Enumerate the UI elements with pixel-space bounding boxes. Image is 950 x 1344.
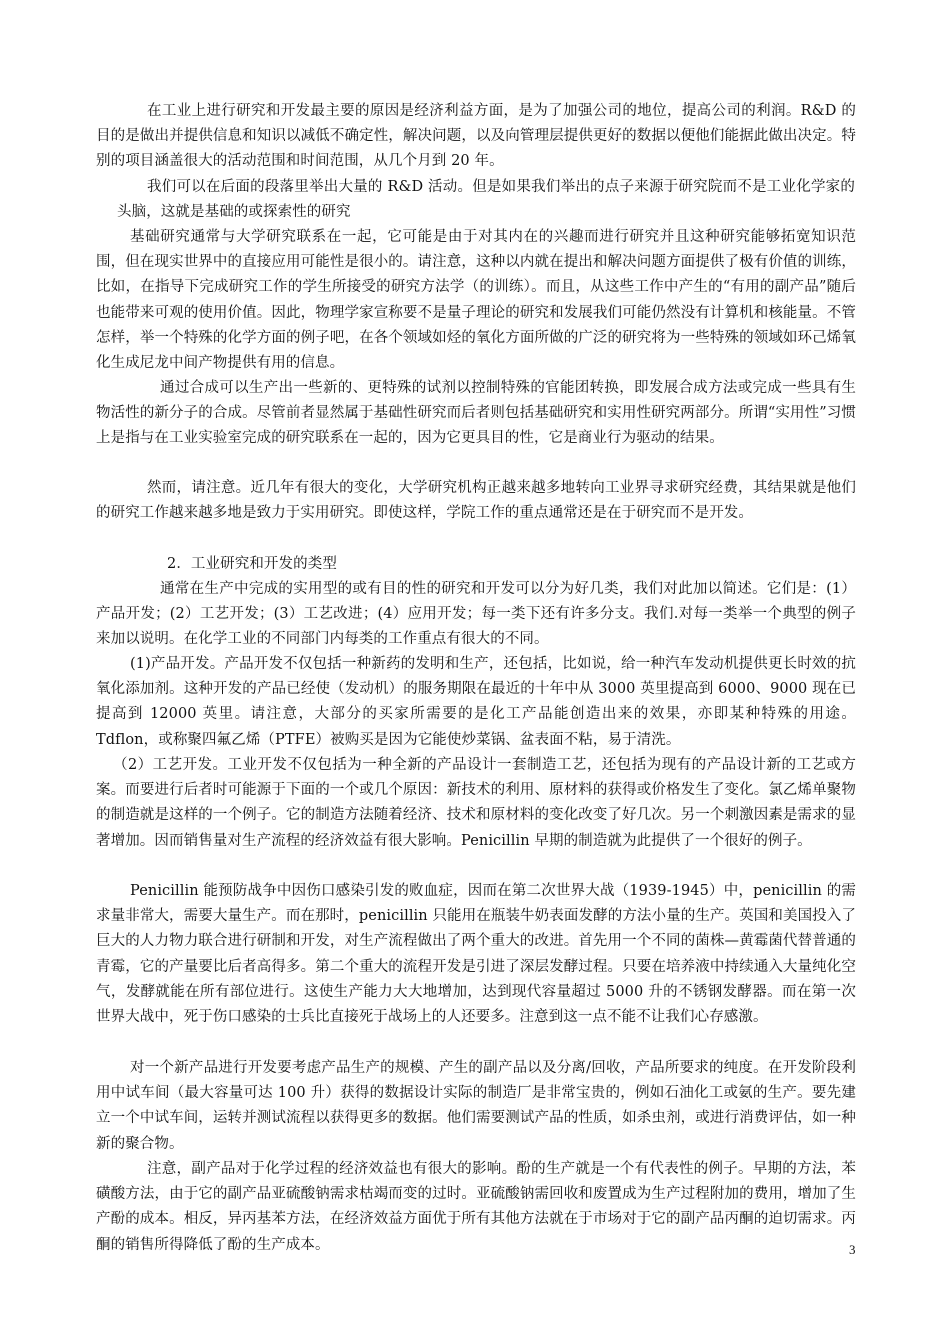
paragraph-synthesis: 通过合成可以生产出一些新的、更特殊的试剂以控制特殊的官能团转换，即发展合成方法或完成一些具有生物活性的新分子的合成。尽管前者显然属于基础性研究而后者则包括基础研究和实用性研究两部分。所谓“实用性”习惯上是指与在工业实验室完成的研究联系在一起的，因为它更具目的性，它是商业行为驱动的结果。 <box>96 380 856 447</box>
paragraph-byproducts-phenol: 注意，副产品对于化学过程的经济效益也有很大的影响。酚的生产就是一个有代表性的例子。早期的方法，苯磺酸方法，由于它的副产品亚硫酸钠需求枯竭而变的过时。亚硫酸钠需回收和废置成为生产过程附加的费用，增加了生产酚的成本。相反，异丙基苯方法，在经济效益方面优于所有其他方法就在于市场对于它的副产品丙酮的迫切需求。丙酮的销售所得降低了酚的生产成本。 <box>96 1161 856 1253</box>
page-number: 3 <box>849 1242 856 1257</box>
paragraph-rd-purpose: 在工业上进行研究和开发最主要的原因是经济利益方面，是为了加强公司的地位，提高公司的利润。R&D 的目的是做出并提供信息和知识以减低不确定性，解决问题，以及向管理层提供更好的数据以便他们能据此做出决定。特别的项目涵盖很大的活动范围和时间范围，从几个月到 20 年。 <box>96 103 856 170</box>
paragraph-product-development: (1)产品开发。产品开发不仅包括一种新药的发明和生产，还包括，比如说，给一种汽车发动机提供更长时效的抗氧化添加剂。这种开发的产品已经使（发动机）的服务期限在最近的十年中从 3000 英里提高到 6000、9000 现在已提高到 12000 英里。请注意，大部分的买家所需要的是化工产品能创造出来的效果，亦即某种特殊的用途。Tdflon，或称聚四氟乙烯（PTFE）被购买是因为它能使炒菜锅、盆表面不粘，易于清洗。 <box>96 656 856 748</box>
paragraph-penicillin: Penicillin 能预防战争中因伤口感染引发的败血症，因而在第二次世界大战（1939-1945）中，penicillin 的需求量非常大，需要大量生产。而在那时，penicillin 只能用在瓶装牛奶表面发酵的方法小量的生产。英国和美国投入了巨大的人力物力联合进行研制和开发，对生产流程做出了两个重大的改进。首先用一个不同的菌株—黄霉菌代替普通的青霉，它的产量要比后者高得多。第二个重大的流程开发是引进了深层发酵过程。只要在培养液中持续通入大量纯化空气，发酵就能在所有部位进行。这使生产能力大大地增加，达到现代容量超过 5000 升的不锈钢发酵器。而在第一次世界大战中，死于伤口感染的士兵比直接死于战场上的人还要多。注意到这一点不能不让我们心存感激。 <box>96 883 856 1026</box>
paragraph-university-trend: 然而，请注意。近几年有很大的变化，大学研究机构正越来越多地转向工业界寻求研究经费，其结果就是他们的研究工作越来越多地是致力于实用研究。即使这样，学院工作的重点通常还是在于研究而不是开发。 <box>96 480 856 522</box>
paragraph-rd-activities: 我们可以在后面的段落里举出大量的 R&D 活动。但是如果我们举出的点子来源于研究院而不是工业化学家的头脑，这就是基础的或探索性的研究 <box>117 179 855 221</box>
paragraph-basic-research: 基础研究通常与大学研究联系在一起，它可能是由于对其内在的兴趣而进行研究并且这种研究能够拓宽知识范围，但在现实世界中的直接应用可能性是很小的。请注意，这种以内就在提出和解决问题方面提供了极有价值的训练，比如，在指导下完成研究工作的学生所接受的研究方法学（的训练）。而且，从这些工作中产生的“有用的副产品”随后也能带来可观的使用价值。因此，物理学家宣称要不是量子理论的研究和发展我们可能仍然没有计算机和核能量。不管怎样，举一个特殊的化学方面的例子吧，在各个领域如烃的氧化方面所做的广泛的研究将为一些特殊的领域如环己烯氧化生成尼龙中间产物提供有用的信息。 <box>96 229 856 372</box>
section-heading-industrial-rd-types: 2．工业研究和开发的类型 <box>167 556 337 572</box>
paragraph-pilot-plant: 对一个新产品进行开发要考虑产品生产的规模、产生的副产品以及分离/回收，产品所要求的纯度。在开发阶段利用中试车间（最大容量可达 100 升）获得的数据设计实际的制造厂是非常宝贵的，例如石油化工或氨的生产。要先建立一个中试车间，运转并测试流程以获得更多的数据。他们需要测试产品的性质，如杀虫剂，或进行消费评估，如一种新的聚合物。 <box>96 1060 856 1152</box>
paragraph-process-development: （2）工艺开发。工业开发不仅包括为一种全新的产品设计一套制造工艺，还包括为现有的产品设计新的工艺或方案。而要进行后者时可能源于下面的一个或几个原因：新技术的利用、原材料的获得或价格发生了变化。氯乙烯单聚物的制造就是这样的一个例子。它的制造方法随着经济、技术和原材料的变化改变了好几次。另一个刺激因素是需求的显著增加。因而销售量对生产流程的经济效益有很大影响。Penicillin 早期的制造就为此提供了一个很好的例子。 <box>96 757 856 849</box>
paragraph-rd-categories: 通常在生产中完成的实用型的或有目的性的研究和开发可以分为好几类，我们对此加以简述。它们是：(1）产品开发；(2）工艺开发；(3）工艺改进；(4）应用开发；每一类下还有许多分支。我们.对每一类举一个典型的例子来加以说明。在化学工业的不同部门内每类的工作重点有很大的不同。 <box>96 581 856 648</box>
